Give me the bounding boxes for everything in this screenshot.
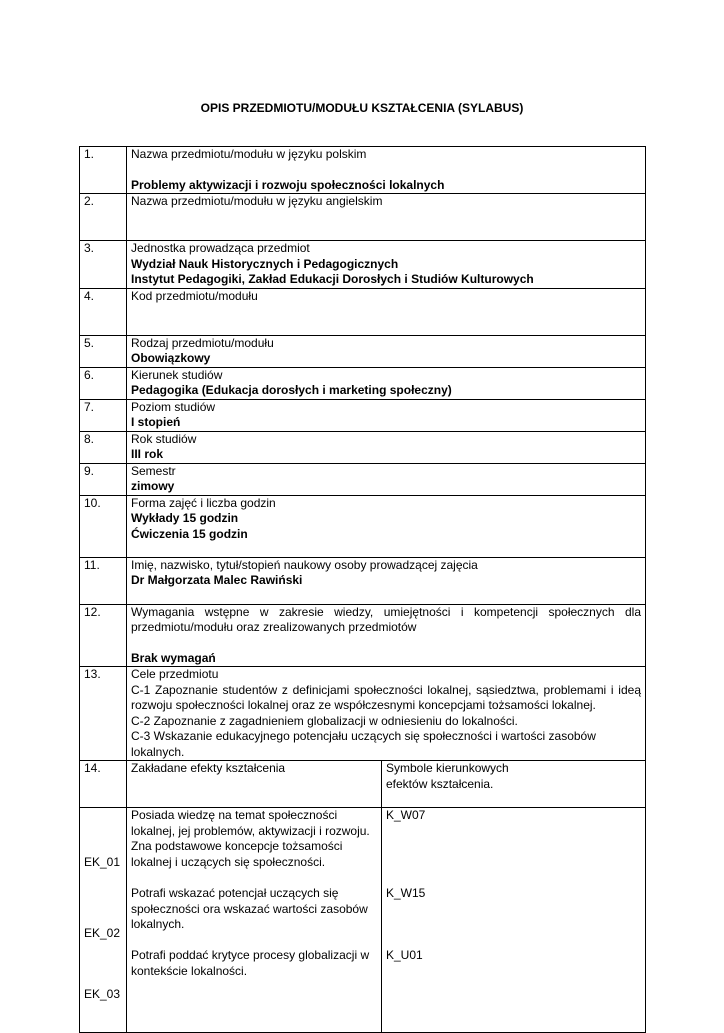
goal-item: C-2 Zapoznanie z zagadnieniem globalizacji w odniesieniu do lokalności. xyxy=(131,713,518,728)
row-value: zimowy xyxy=(131,479,175,493)
row-number: 1. xyxy=(80,147,127,194)
row-value: Brak wymagań xyxy=(131,650,216,665)
row-label: Imię, nazwisko, tytuł/stopień naukowy osoby prowadzącej zajęcia xyxy=(131,557,478,572)
row-label: Kierunek studiów xyxy=(131,367,223,382)
outcome-codes xyxy=(80,808,127,1033)
outcome-text: Posiada wiedzę na temat społeczności lokalnej, jej problemów, aktywizacji i rozwoju. Zna podstawowe koncepcje tożsamości lokalnej i uczących się społeczności. xyxy=(131,808,370,869)
row-semester xyxy=(80,463,646,495)
row-prerequisites xyxy=(80,604,646,667)
row-label: Poziom studiów xyxy=(131,399,216,414)
symbols-header-label: Symbole kierunkowych efektów kształcenia. xyxy=(386,761,509,791)
row-lecturer xyxy=(80,557,646,604)
row-course-goals xyxy=(80,667,646,761)
row-number: 4. xyxy=(80,288,127,335)
row-value: Ćwiczenia 15 godzin xyxy=(131,526,248,541)
row-content xyxy=(127,604,646,667)
row-content xyxy=(127,431,646,463)
row-value: Instytut Pedagogiki, Zakład Edukacji Dorosłych i Studiów Kulturowych xyxy=(131,272,534,286)
row-year xyxy=(80,431,646,463)
row-value: Problemy aktywizacji i rozwoju społeczności lokalnych xyxy=(131,177,445,192)
outcome-code: EK_01 xyxy=(84,855,121,869)
row-value: Pedagogika (Edukacja dorosłych i marketing społeczny) xyxy=(131,383,452,397)
row-content xyxy=(127,463,646,495)
row-number: 12. xyxy=(80,604,127,667)
row-number: 6. xyxy=(80,367,127,399)
row-number: 11. xyxy=(80,557,127,604)
row-content xyxy=(127,194,646,241)
row-content xyxy=(127,288,646,335)
row-label: Wymagania wstępne w zakresie wiedzy, umiejętności i kompetencji społecznych dla przedmiotu/modułu oraz zrealizowanych przedmiotów xyxy=(131,604,641,634)
row-value: Wydział Nauk Historycznych i Pedagogicznych xyxy=(131,256,399,271)
outcome-text: Potrafi wskazać potencjał uczących się społeczności ora wskazać wartości zasobów lokalnych. xyxy=(131,886,368,931)
row-number: 5. xyxy=(80,335,127,367)
row-value: III rok xyxy=(131,447,164,461)
row-class-form xyxy=(80,495,646,557)
row-course-name-en xyxy=(80,194,646,241)
row-label: Nazwa przedmiotu/modułu w języku angielskim xyxy=(131,194,383,208)
row-value: Dr Małgorzata Malec Rawiński xyxy=(131,573,303,587)
goal-item: C-1 Zapoznanie studentów z definicjami społeczności lokalnej, sąsiedztwa, problemami i ideą rozwoju społeczności lokalnej oraz ze współczesnymi koncepcjami tożsamości lokalnej. xyxy=(131,682,641,712)
row-label: Nazwa przedmiotu/modułu w języku polskim xyxy=(131,147,367,161)
row-value: Wykłady 15 godzin xyxy=(131,511,239,525)
outcome-text: Potrafi poddać krytyce procesy globalizacji w kontekście lokalności. xyxy=(131,948,370,978)
row-label: Rodzaj przedmiotu/modułu xyxy=(131,335,274,350)
goal-item: C-3 Wskazanie edukacyjnego potencjału uczących się społeczności i wartości zasobów lokalnych. xyxy=(131,729,596,759)
row-number: 3. xyxy=(80,241,127,289)
row-number: 13. xyxy=(80,667,127,761)
row-course-type xyxy=(80,335,646,367)
row-field-of-study xyxy=(80,367,646,399)
row-content xyxy=(127,241,646,289)
row-label: Rok studiów xyxy=(131,431,197,446)
row-content xyxy=(127,335,646,367)
row-study-level xyxy=(80,399,646,431)
outcome-symbols xyxy=(382,808,646,1033)
row-label: Forma zajęć i liczba godzin xyxy=(131,495,276,510)
row-number: 7. xyxy=(80,399,127,431)
outcome-symbol: K_U01 xyxy=(386,948,423,962)
row-content xyxy=(127,367,646,399)
row-number: 14. xyxy=(80,761,127,808)
row-label: Kod przedmiotu/modułu xyxy=(131,288,258,303)
row-number: 8. xyxy=(80,431,127,463)
outcome-symbol: K_W15 xyxy=(386,886,426,900)
outcomes-header-effects: Zakładane efekty kształcenia xyxy=(127,761,382,808)
outcome-code: EK_03 xyxy=(84,987,121,1001)
row-outcomes-header xyxy=(80,761,646,808)
outcome-symbol: K_W07 xyxy=(386,808,426,822)
outcome-texts xyxy=(127,808,382,1033)
row-course-code xyxy=(80,288,646,335)
row-number: 2. xyxy=(80,194,127,241)
row-content xyxy=(127,557,646,604)
row-label: Jednostka prowadząca przedmiot xyxy=(131,241,310,255)
document-title: OPIS PRZEDMIOTU/MODUŁU KSZTAŁCENIA (SYLABUS) xyxy=(200,101,524,115)
row-course-name-pl xyxy=(80,147,646,194)
row-value: I stopień xyxy=(131,415,181,429)
row-unit xyxy=(80,241,646,289)
row-content xyxy=(127,147,646,194)
row-label: Semestr xyxy=(131,463,176,478)
row-content xyxy=(127,495,646,557)
row-content xyxy=(127,667,646,761)
row-outcomes-body xyxy=(80,808,646,1033)
row-number: 9. xyxy=(80,463,127,495)
syllabus-table xyxy=(79,146,646,1033)
row-value: Obowiązkowy xyxy=(131,351,211,365)
row-number: 10. xyxy=(80,495,127,557)
row-content xyxy=(127,399,646,431)
outcome-code: EK_02 xyxy=(84,925,121,940)
outcomes-header-symbols xyxy=(382,761,646,808)
row-label: Cele przedmiotu xyxy=(131,667,219,681)
